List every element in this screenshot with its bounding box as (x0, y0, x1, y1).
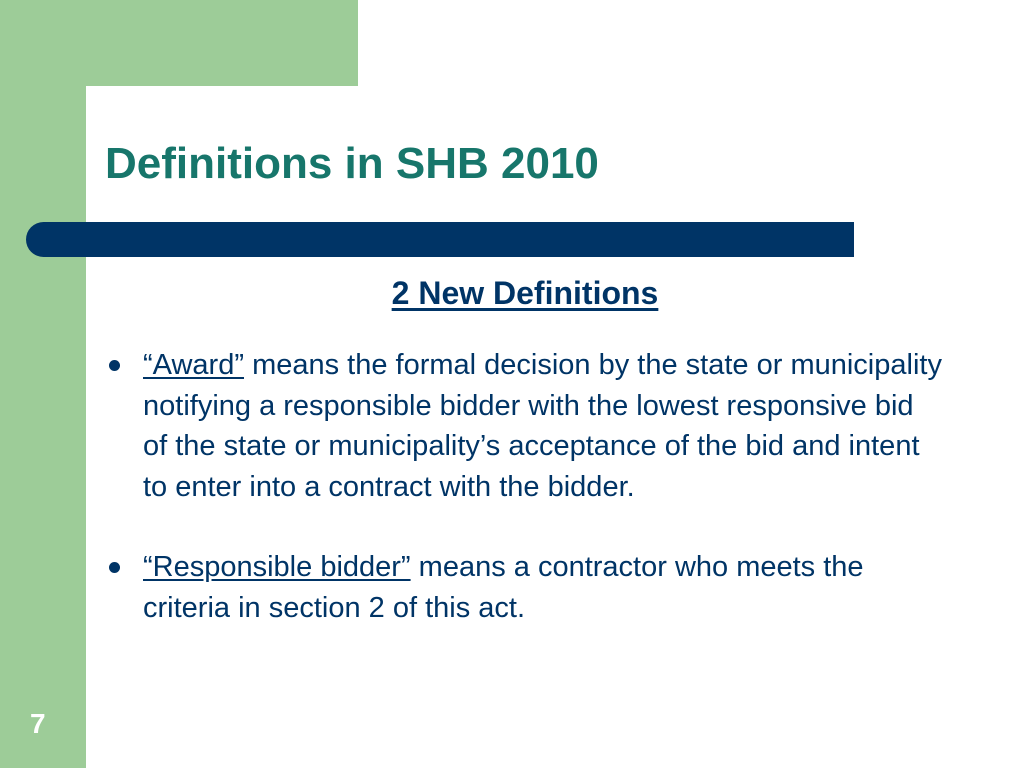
definition-item-responsible-bidder (105, 547, 945, 628)
slide-title: Definitions in SHB 2010 (105, 139, 599, 188)
definition-term: “Responsible bidder” (143, 551, 411, 583)
title-divider-bar (26, 222, 854, 257)
page-number: 7 (30, 708, 46, 739)
slide-subtitle: 2 New Definitions (391, 275, 659, 311)
definition-text: means a contractor who meets the criteria in section 2 of this act. (143, 551, 864, 624)
definition-item-award (105, 345, 945, 507)
green-side-band (0, 0, 86, 768)
bullet-icon (109, 360, 120, 371)
definition-text: means the formal decision by the state or municipality notifying a responsible bidder with the lowest responsive bid of the state or municipality’s acceptance of the bid and intent to enter into a contract with the bidder. (143, 349, 942, 503)
definition-term: “Award” (143, 349, 244, 381)
definitions-list (105, 345, 945, 628)
bullet-icon (109, 562, 120, 573)
